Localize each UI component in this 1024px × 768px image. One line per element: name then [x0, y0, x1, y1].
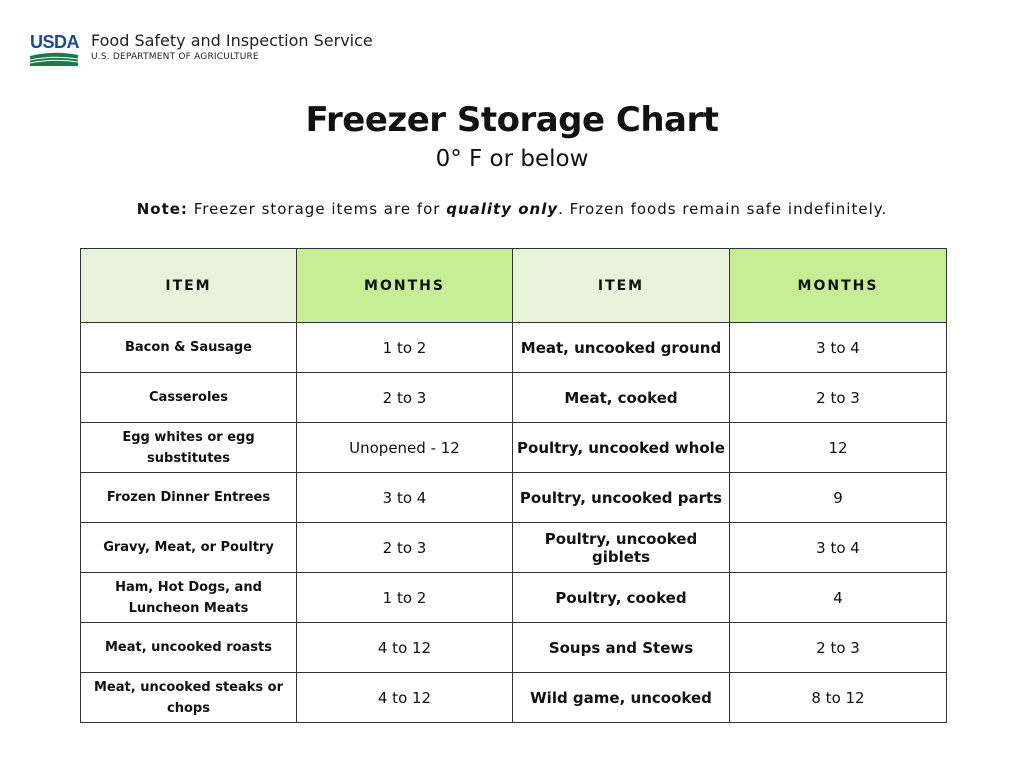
page-subtitle: 0° F or below — [435, 146, 589, 172]
item-right: Meat, cooked — [513, 373, 730, 423]
months-right: 2 to 3 — [730, 623, 947, 673]
table-row — [81, 673, 947, 723]
item-left: Meat, uncooked steaks or chops — [81, 673, 297, 723]
months-right: 12 — [730, 423, 947, 473]
table-row — [81, 623, 947, 673]
table-row — [81, 323, 947, 373]
months-right: 2 to 3 — [730, 373, 947, 423]
note-label: Note: — [136, 200, 188, 218]
agency-name: Food Safety and Inspection Service — [91, 31, 373, 50]
item-left: Bacon & Sausage — [81, 323, 297, 373]
months-left: 2 to 3 — [297, 523, 513, 573]
note-line — [0, 200, 1024, 218]
item-right: Poultry, cooked — [513, 573, 730, 623]
usda-logo-text: USDA — [30, 32, 80, 52]
item-right: Meat, uncooked ground — [513, 323, 730, 373]
months-right: 9 — [730, 473, 947, 523]
header-item-right: ITEM — [513, 249, 730, 323]
note-text-before: Freezer storage items are for — [187, 200, 447, 218]
item-right: Wild game, uncooked — [513, 673, 730, 723]
table-row — [81, 423, 947, 473]
item-left: Frozen Dinner Entrees — [81, 473, 297, 523]
months-left: 1 to 2 — [297, 573, 513, 623]
months-left: Unopened - 12 — [297, 423, 513, 473]
usda-logo-icon — [30, 30, 78, 66]
item-right: Poultry, uncooked whole — [513, 423, 730, 473]
months-right: 3 to 4 — [730, 523, 947, 573]
table-row — [81, 523, 947, 573]
item-right: Poultry, uncooked parts — [513, 473, 730, 523]
item-right: Poultry, uncooked giblets — [513, 523, 730, 573]
header-months-left: MONTHS — [297, 249, 513, 323]
months-left: 1 to 2 — [297, 323, 513, 373]
months-left: 2 to 3 — [297, 373, 513, 423]
note-text-after: . Frozen foods remain safe indefinitely. — [558, 200, 888, 218]
item-left: Meat, uncooked roasts — [81, 623, 297, 673]
table-row — [81, 373, 947, 423]
item-left: Ham, Hot Dogs, and Luncheon Meats — [81, 573, 297, 623]
page-title: Freezer Storage Chart — [305, 100, 719, 140]
months-left: 3 to 4 — [297, 473, 513, 523]
table-row — [81, 573, 947, 623]
item-left: Gravy, Meat, or Poultry — [81, 523, 297, 573]
months-left: 4 to 12 — [297, 623, 513, 673]
months-right: 8 to 12 — [730, 673, 947, 723]
header-item-left: ITEM — [81, 249, 297, 323]
table-header-row — [81, 249, 947, 323]
item-left: Casseroles — [81, 373, 297, 423]
freezer-storage-table — [80, 248, 947, 723]
months-left: 4 to 12 — [297, 673, 513, 723]
header-months-right: MONTHS — [730, 249, 947, 323]
months-right: 4 — [730, 573, 947, 623]
note-emphasis: quality only — [446, 200, 559, 218]
item-left: Egg whites or egg substitutes — [81, 423, 297, 473]
item-right: Soups and Stews — [513, 623, 730, 673]
usda-field-icon — [30, 52, 78, 66]
table-row — [81, 473, 947, 523]
department-name: U.S. DEPARTMENT OF AGRICULTURE — [91, 52, 259, 62]
months-right: 3 to 4 — [730, 323, 947, 373]
